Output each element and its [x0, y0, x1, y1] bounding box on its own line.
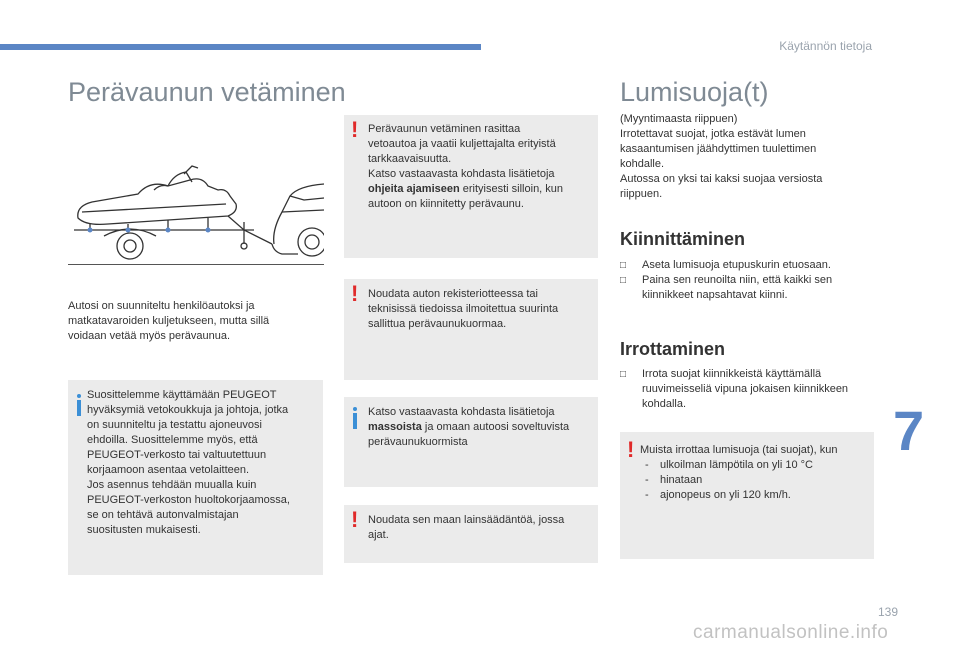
list-item: - hinataan	[645, 474, 703, 486]
checkbox-bullet-icon: □	[620, 275, 627, 286]
warning-line: Perävaunun vetäminen rasittaa	[368, 123, 521, 135]
info-line: Jos asennus tehdään muualla kuin	[87, 479, 257, 491]
list-item	[620, 273, 870, 303]
list-item-text: Paina sen reunoilta niin, että kaikki sen kiinnikkeet napsahtavat kiinni.	[642, 274, 833, 301]
info-line: PEUGEOT-verkosto tai valtuutettuun	[87, 449, 267, 461]
checkbox-bullet-icon: □	[620, 369, 627, 380]
condition-list	[640, 458, 870, 503]
intro-line: kasaantumisen jäähdyttimen tuulettimen	[620, 143, 817, 155]
list-item-text: ajonopeus on yli 120 km/h.	[660, 489, 791, 501]
link-masses[interactable]: massoista	[368, 421, 422, 433]
info-line: Suosittelemme käyttämään PEUGEOT	[87, 389, 277, 401]
list-item-text: ulkoilman lämpötila on yli 10 °C	[660, 459, 813, 471]
trailer-jetski-illustration	[68, 160, 324, 268]
info-box-peugeot	[68, 380, 323, 575]
intro-line: kohdalle.	[620, 158, 665, 170]
warning-icon: !	[351, 507, 359, 532]
warning-line: sallittua perävaunukuormaa.	[368, 318, 507, 330]
warning-icon: !	[351, 117, 359, 142]
warning-line: Katso vastaavasta kohdasta lisätietoja	[368, 168, 555, 180]
info-box-masses	[344, 397, 598, 487]
list-item: - ulkoilman lämpötila on yli 10 °C	[645, 459, 813, 471]
remove-list	[620, 367, 870, 412]
info-line: se on tehtävä autonvalmistajan	[87, 509, 239, 521]
page-title: Perävaunun vetäminen	[68, 77, 346, 107]
intro-line: Irrotettavat suojat, jotka estävät lumen	[620, 128, 806, 140]
list-item	[620, 367, 870, 412]
chapter-number: 7	[893, 399, 925, 462]
info-line: PEUGEOT-verkoston huoltokorjaamossa,	[87, 494, 290, 506]
intro-text: Autosi on suunniteltu henkilöautoksi ja matkatavaroiden kuljetukseen, mutta sillä voidaan vetää myös perävaunua.	[68, 300, 270, 342]
intro-line: Autossa on yksi tai kaksi suojaa versiosta	[620, 173, 823, 185]
top-accent-bar	[0, 44, 481, 50]
warning-line: Muista irrottaa lumisuoja (tai suojat), kun	[640, 444, 838, 456]
section-header: Käytännön tietoja	[779, 39, 872, 53]
intro-line: riippuen.	[620, 188, 663, 200]
warning-box-local-law	[344, 505, 598, 563]
warning-line: Noudata auton rekisteriotteessa tai	[368, 288, 538, 300]
warning-line: vetoautoa ja vaatii kuljettajalta erityistä	[368, 138, 556, 150]
link-driving-instructions[interactable]: ohjeita ajamiseen	[368, 183, 460, 195]
info-line	[368, 420, 594, 435]
list-item	[620, 258, 870, 273]
warning-line: Noudata sen maan lainsäädäntöä, jossa	[368, 514, 565, 526]
list-item: - ajonopeus on yli 120 km/h.	[645, 489, 791, 501]
info-line: suositusten mukaisesti.	[87, 524, 201, 536]
remove-heading: Irrottaminen	[620, 339, 726, 359]
snow-screen-intro	[620, 112, 870, 202]
info-text: ja omaan autoosi soveltuvista	[421, 421, 570, 433]
warning-box-towing-strain	[344, 115, 598, 258]
warning-icon: !	[351, 281, 359, 306]
checkbox-bullet-icon: □	[620, 260, 627, 271]
warning-box-trailer-load	[344, 279, 598, 380]
info-line: perävaunukuormista	[368, 436, 468, 448]
list-item-text: Irrota suojat kiinnikkeistä käyttämällä ruuvimeisseliä vipuna jokaisen kiinnikkeen kohdalla.	[642, 368, 849, 410]
info-line: on suunniteltu ja testattu ajoneuvosi	[87, 419, 262, 431]
info-line: Katso vastaavasta kohdasta lisätietoja	[368, 406, 555, 418]
warning-box-remove-screen	[620, 432, 874, 559]
info-line: hyväksymiä vetokoukkuja ja johtoja, jotka	[87, 404, 289, 416]
intro-line: (Myyntimaasta riippuen)	[620, 113, 738, 125]
warning-line	[368, 182, 594, 197]
warning-line: autoon on kiinnitetty perävaunu.	[368, 198, 524, 210]
warning-text: erityisesti silloin, kun	[459, 183, 564, 195]
warning-line: ajat.	[368, 529, 389, 541]
warning-line: teknisissä tiedoissa ilmoitettua suurinta	[368, 303, 559, 315]
attach-list	[620, 258, 870, 303]
page-number: 139	[878, 605, 899, 619]
attach-heading: Kiinnittäminen	[620, 229, 745, 249]
watermark: carmanualsonline.info	[693, 622, 889, 643]
illustration-baseline	[68, 264, 324, 265]
info-line: ehdoilla. Suosittelemme myös, että	[87, 434, 258, 446]
list-item-text: Aseta lumisuoja etupuskurin etuosaan.	[642, 259, 831, 271]
snow-screen-title: Lumisuoja(t)	[620, 77, 769, 107]
warning-icon: !	[627, 437, 635, 462]
info-line: korjaamoon asentaa vetolaitteen.	[87, 464, 250, 476]
warning-line: tarkkaavaisuutta.	[368, 153, 452, 165]
list-item-text: hinataan	[660, 474, 703, 486]
